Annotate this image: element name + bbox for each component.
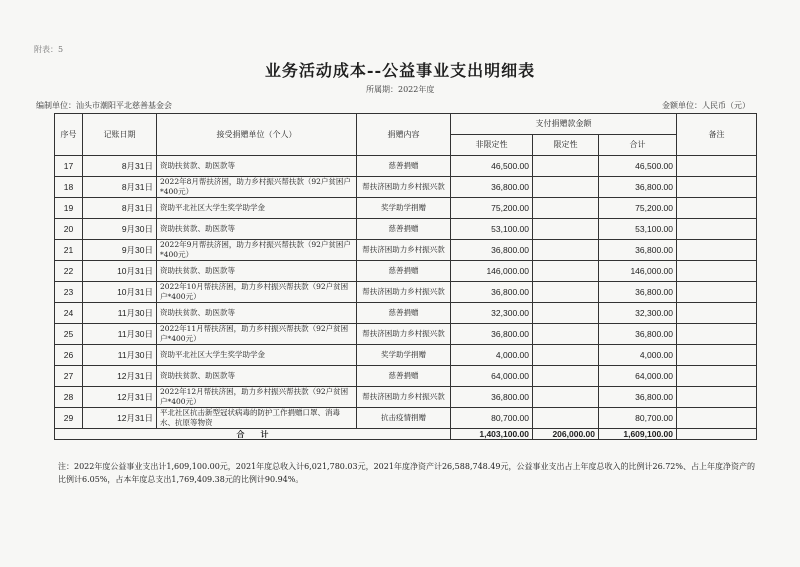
header-date: 记账日期	[83, 114, 157, 156]
header-remarks: 备注	[677, 114, 757, 156]
cell-remarks	[677, 324, 757, 345]
cell-unrestricted: 32,300.00	[451, 303, 533, 324]
total-remarks	[677, 429, 757, 440]
cell-recipient: 资助平北社区大学生奖学助学金	[157, 198, 357, 219]
cell-remarks	[677, 198, 757, 219]
cell-total: 36,800.00	[599, 282, 677, 303]
header-total: 合计	[599, 135, 677, 156]
cell-unrestricted: 53,100.00	[451, 219, 533, 240]
cell-restricted	[533, 366, 599, 387]
header-unrestricted: 非限定性	[451, 135, 533, 156]
cell-restricted	[533, 303, 599, 324]
cell-seq: 29	[55, 408, 83, 429]
cell-seq: 24	[55, 303, 83, 324]
cell-content: 慈善捐赠	[357, 303, 451, 324]
cell-unrestricted: 36,800.00	[451, 387, 533, 408]
table-row	[55, 408, 757, 429]
cell-recipient: 资助扶贫款、助医款等	[157, 366, 357, 387]
cell-content: 帮扶济困助力乡村振兴款	[357, 324, 451, 345]
cell-recipient: 平北社区抗击新型冠状病毒的防护工作捐赠口罩、消毒水、抗原等物资	[157, 408, 357, 429]
table-row	[55, 366, 757, 387]
table-row	[55, 156, 757, 177]
cell-seq: 26	[55, 345, 83, 366]
cell-total: 64,000.00	[599, 366, 677, 387]
table-row	[55, 303, 757, 324]
header-restricted: 限定性	[533, 135, 599, 156]
cell-remarks	[677, 240, 757, 261]
cell-remarks	[677, 177, 757, 198]
cell-content: 慈善捐赠	[357, 156, 451, 177]
total-row	[55, 429, 757, 440]
cell-total: 146,000.00	[599, 261, 677, 282]
cell-unrestricted: 36,800.00	[451, 282, 533, 303]
table-row	[55, 387, 757, 408]
cell-restricted	[533, 177, 599, 198]
cell-date: 9月30日	[83, 240, 157, 261]
cell-total: 46,500.00	[599, 156, 677, 177]
cell-restricted	[533, 261, 599, 282]
cell-date: 11月30日	[83, 345, 157, 366]
cell-total: 80,700.00	[599, 408, 677, 429]
cell-remarks	[677, 408, 757, 429]
cell-recipient: 2022年9月帮扶济困，助力乡村振兴帮扶款（92户贫困户*400元）	[157, 240, 357, 261]
cell-content: 帮扶济困助力乡村振兴款	[357, 387, 451, 408]
cell-seq: 21	[55, 240, 83, 261]
cell-total: 75,200.00	[599, 198, 677, 219]
cell-restricted	[533, 387, 599, 408]
expense-detail-table	[54, 113, 757, 440]
cell-content: 奖学助学捐赠	[357, 345, 451, 366]
cell-restricted	[533, 156, 599, 177]
attachment-label: 附表：5	[34, 45, 64, 54]
cell-recipient: 资助扶贫款、助医款等	[157, 156, 357, 177]
cell-seq: 25	[55, 324, 83, 345]
cell-remarks	[677, 345, 757, 366]
cell-unrestricted: 80,700.00	[451, 408, 533, 429]
cell-unrestricted: 46,500.00	[451, 156, 533, 177]
cell-date: 11月30日	[83, 303, 157, 324]
total-label: 合 计	[55, 429, 451, 440]
cell-date: 8月31日	[83, 177, 157, 198]
cell-total: 36,800.00	[599, 324, 677, 345]
header-content: 捐赠内容	[357, 114, 451, 156]
cell-seq: 28	[55, 387, 83, 408]
cell-remarks	[677, 219, 757, 240]
cell-restricted	[533, 345, 599, 366]
compiling-unit-label: 编制单位：汕头市潮阳平北慈善基金会	[36, 101, 172, 110]
cell-recipient: 资助扶贫款、助医款等	[157, 261, 357, 282]
cell-unrestricted: 64,000.00	[451, 366, 533, 387]
cell-restricted	[533, 324, 599, 345]
cell-seq: 20	[55, 219, 83, 240]
header-recipient: 接受捐赠单位（个人）	[157, 114, 357, 156]
cell-recipient: 资助扶贫款、助医款等	[157, 303, 357, 324]
cell-content: 帮扶济困助力乡村振兴款	[357, 177, 451, 198]
table-row	[55, 219, 757, 240]
cell-remarks	[677, 282, 757, 303]
header-seq: 序号	[55, 114, 83, 156]
cell-date: 11月30日	[83, 324, 157, 345]
header-paid-group: 支付捐赠款金额	[451, 114, 677, 135]
cell-content: 帮扶济困助力乡村振兴款	[357, 240, 451, 261]
cell-recipient: 2022年11月帮扶济困，助力乡村振兴帮扶款（92户贫困户*400元）	[157, 324, 357, 345]
cell-total: 36,800.00	[599, 387, 677, 408]
page-title: 业务活动成本--公益事业支出明细表	[264, 61, 536, 80]
total-total: 1,609,100.00	[599, 429, 677, 440]
footnote: 注：2022年度公益事业支出计1,609,100.00元，2021年度总收入计6,021,780.03元，2021年度净资产计26,588,748.49元，公益事业支出占上年度总收入的比例计26.72%、占上年度净资产的比例计6.05%，占本年度总支出1,769,409.38元的比例计90.94%。	[58, 462, 755, 484]
cell-content: 慈善捐赠	[357, 366, 451, 387]
total-restricted: 206,000.00	[533, 429, 599, 440]
cell-remarks	[677, 303, 757, 324]
table-row	[55, 198, 757, 219]
cell-content: 奖学助学捐赠	[357, 198, 451, 219]
cell-recipient: 资助扶贫款、助医款等	[157, 219, 357, 240]
cell-date: 9月30日	[83, 219, 157, 240]
cell-recipient: 2022年10月帮扶济困，助力乡村振兴帮扶款（92户贫困户*400元）	[157, 282, 357, 303]
cell-total: 32,300.00	[599, 303, 677, 324]
cell-remarks	[677, 387, 757, 408]
cell-date: 8月31日	[83, 198, 157, 219]
table-row	[55, 324, 757, 345]
cell-remarks	[677, 366, 757, 387]
cell-total: 4,000.00	[599, 345, 677, 366]
table-row	[55, 240, 757, 261]
table-row	[55, 177, 757, 198]
cell-seq: 23	[55, 282, 83, 303]
cell-date: 10月31日	[83, 282, 157, 303]
cell-restricted	[533, 198, 599, 219]
cell-recipient: 2022年12月帮扶济困，助力乡村振兴帮扶款（92户贫困户*400元）	[157, 387, 357, 408]
cell-content: 抗击疫情捐赠	[357, 408, 451, 429]
table-body	[55, 156, 757, 429]
cell-restricted	[533, 282, 599, 303]
cell-seq: 18	[55, 177, 83, 198]
cell-unrestricted: 36,800.00	[451, 177, 533, 198]
cell-restricted	[533, 219, 599, 240]
currency-unit-label: 金额单位：人民币（元）	[662, 101, 750, 110]
cell-seq: 22	[55, 261, 83, 282]
period-label: 所属期：2022年度	[366, 85, 435, 94]
cell-total: 53,100.00	[599, 219, 677, 240]
cell-total: 36,800.00	[599, 240, 677, 261]
cell-unrestricted: 146,000.00	[451, 261, 533, 282]
cell-unrestricted: 36,800.00	[451, 240, 533, 261]
table-row	[55, 345, 757, 366]
table-row	[55, 282, 757, 303]
cell-date: 12月31日	[83, 408, 157, 429]
cell-restricted	[533, 240, 599, 261]
cell-seq: 19	[55, 198, 83, 219]
cell-remarks	[677, 261, 757, 282]
cell-unrestricted: 36,800.00	[451, 324, 533, 345]
cell-date: 12月31日	[83, 387, 157, 408]
cell-recipient: 2022年8月帮扶济困，助力乡村振兴帮扶款（92户贫困户*400元）	[157, 177, 357, 198]
cell-remarks	[677, 156, 757, 177]
cell-content: 帮扶济困助力乡村振兴款	[357, 282, 451, 303]
cell-content: 慈善捐赠	[357, 219, 451, 240]
cell-unrestricted: 75,200.00	[451, 198, 533, 219]
table-row	[55, 261, 757, 282]
cell-date: 8月31日	[83, 156, 157, 177]
total-unrestricted: 1,403,100.00	[451, 429, 533, 440]
cell-seq: 17	[55, 156, 83, 177]
cell-total: 36,800.00	[599, 177, 677, 198]
cell-content: 慈善捐赠	[357, 261, 451, 282]
cell-restricted	[533, 408, 599, 429]
cell-date: 10月31日	[83, 261, 157, 282]
cell-seq: 27	[55, 366, 83, 387]
cell-recipient: 资助平北社区大学生奖学助学金	[157, 345, 357, 366]
cell-date: 12月31日	[83, 366, 157, 387]
cell-unrestricted: 4,000.00	[451, 345, 533, 366]
